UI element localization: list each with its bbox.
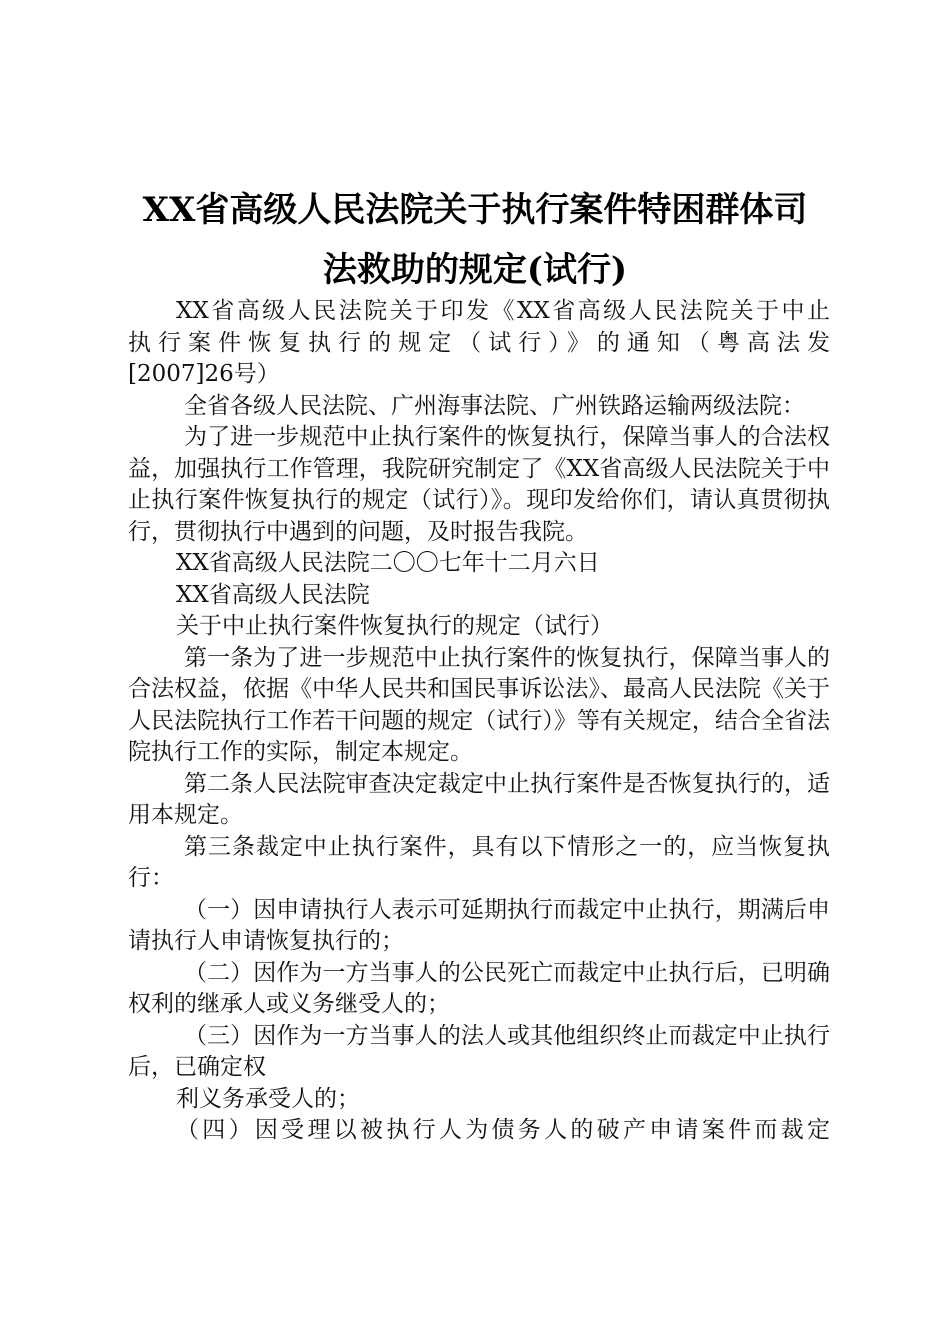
document-body (128, 296, 830, 1147)
document-title-line-1: XX省高级人民法院关于执行案件特困群体司 (142, 190, 808, 230)
article-3-item-3: （三）因作为一方当事人的法人或其他组织终止而裁定中止执行后，已确定权 (128, 1022, 830, 1080)
article-3-item-3-continued: 利义务承受人的； (176, 1085, 360, 1112)
addressee-paragraph: 全省各级人民法院、广州海事法院、广州铁路运输两级法院： (184, 392, 805, 419)
intro-paragraph: 为了进一步规范中止执行案件的恢复执行，保障当事人的合法权益，加强执行工作管理，我院研究制定了《XX省高级人民法院关于中止执行案件恢复执行的规定（试行）》。现印发给你们，请认真贯彻执行，贯彻执行中遇到的问题，及时报告我院。 (128, 424, 830, 545)
article-3-item-2: （二）因作为一方当事人的公民死亡而裁定中止执行后，已明确权利的继承人或义务继受人的； (128, 959, 830, 1017)
document-title-line-2: 法救助的规定(试行) (322, 250, 628, 290)
issuer-line: XX省高级人民法院 (176, 581, 370, 608)
notice-title-line-1: XX省高级人民法院关于印发《XX省高级人民法院关于中止 (176, 298, 830, 324)
article-3-item-1: （一）因申请执行人表示可延期执行而裁定中止执行，期满后申请执行人申请恢复执行的； (128, 896, 830, 954)
rule-title: 关于中止执行案件恢复执行的规定（试行） (176, 613, 613, 639)
notice-title-line-3: [2007]26号） (128, 361, 280, 387)
article-3: 第三条裁定中止执行案件，具有以下情形之一的，应当恢复执行： (128, 833, 830, 891)
notice-title-line-2: 执行案件恢复执行的规定（试行）》的通知（粤高法发 (128, 329, 830, 356)
date-line: XX省高级人民法院二〇〇七年十二月六日 (176, 550, 600, 576)
article-2: 第二条人民法院审查决定裁定中止执行案件是否恢复执行的，适用本规定。 (128, 770, 830, 828)
article-3-item-4: （四）因受理以被执行人为债务人的破产申请案件而裁定 (176, 1117, 830, 1143)
article-1: 第一条为了进一步规范中止执行案件的恢复执行，保障当事人的合法权益，依据《中华人民共和国民事诉讼法》、最高人民法院《关于人民法院执行工作若干问题的规定（试行）》等有关规定，结合全省法院执行工作的实际，制定本规定。 (128, 644, 830, 765)
